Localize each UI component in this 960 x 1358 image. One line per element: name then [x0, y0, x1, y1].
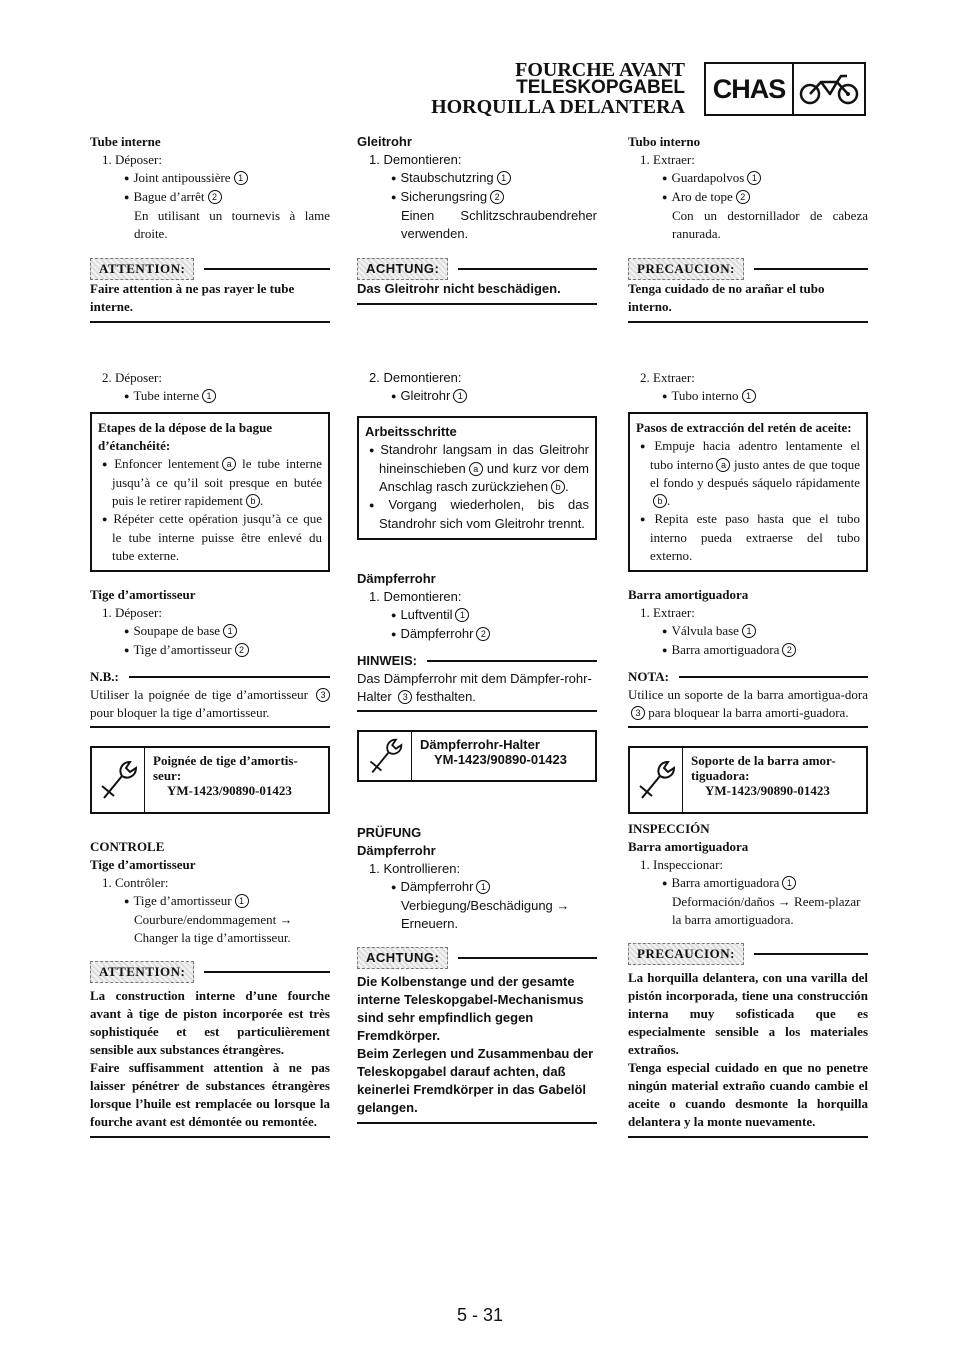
section-title: INSPECCIÓN	[628, 821, 710, 836]
warning-label: ATTENTION:	[90, 961, 194, 983]
column-fr	[90, 133, 330, 1138]
list-item: ● Tube interne 1	[90, 387, 330, 406]
step: 1. Inspeccionar:	[640, 857, 724, 872]
section-badge	[704, 62, 866, 116]
header-title-fr: FOURCHE AVANT	[515, 59, 685, 81]
note-header: N.B.:	[90, 668, 330, 686]
procedure-box	[90, 412, 330, 572]
warning-text: Faire attention à ne pas rayer le tube interne.	[90, 280, 330, 323]
box-title: Etapes de la dépose de la bague d’étanchéité:	[98, 420, 273, 453]
section-title: Tube interne	[90, 134, 161, 149]
section-title: PRÜFUNG	[357, 825, 422, 840]
procedure-box	[628, 412, 868, 572]
tool-code: YM-1423/90890-01423	[434, 752, 567, 767]
box-item: ● Repita este paso hasta que el tubo interno pueda extraerse del tubo externo.	[636, 510, 860, 565]
box-item: ● Enfoncer lentement a le tube interne jusqu’à ce qu’il soit presque en butée puis le retirer rapidement b .	[98, 455, 322, 510]
list-item: ● Tige d’amortisseur 2	[90, 641, 330, 660]
list-item: ● Gleitrohr 1	[357, 387, 597, 406]
list-item: ● Barra amortiguadora 2	[628, 641, 868, 660]
note-text: Utilice un soporte de la barra amortigua-dora 3 para bloquear la barra amorti-guadora.	[628, 686, 868, 728]
step: 1. Extraer:	[640, 605, 695, 620]
special-tool-box	[357, 730, 597, 782]
step: 1. Déposer:	[102, 152, 162, 167]
tool-name: Poignée de tige d’amortis-seur:	[153, 753, 298, 783]
step-note: Verbiegung/Beschädigung → Erneuern.	[401, 898, 570, 931]
warning-label: ATTENTION:	[90, 258, 194, 280]
special-tool-box	[90, 746, 330, 814]
list-item: ● Guardapolvos 1	[628, 169, 868, 188]
list-item: ● Joint antipoussière 1	[90, 169, 330, 188]
step-note: Deformación/daños → Reem-plazar la barra amortiguadora.	[672, 894, 861, 927]
box-item: ● Répéter cette opération jusqu’à ce que le tube interne puisse être enlevé du tube externe.	[98, 510, 322, 565]
list-item: ● Aro de tope 2	[628, 188, 868, 207]
note-header: HINWEIS:	[357, 652, 597, 670]
procedure-box	[357, 416, 597, 540]
section-title: Dämpferrohr	[357, 571, 436, 586]
warning-text: La construction interne d’une fourche avant à tige de piston incorporée est très sophistiquée et est particulièrement sensible aux substances étrangères. Faire suffisamment attention à ne pas laisser pénétrer de substances étrangères lorsque l’huile est remplacée ou lorsque la fourche avant est démontée ou remontée.	[90, 987, 330, 1138]
list-item: ● Staubschutzring 1	[357, 169, 597, 188]
step: 1. Déposer:	[102, 605, 162, 620]
header-title-es: HORQUILLA DELANTERA	[431, 96, 685, 118]
list-item: ● Soupape de base 1	[90, 622, 330, 641]
section-title: Tige d’amortisseur	[90, 587, 196, 602]
step-note: Einen Schlitzschraubendreher verwenden.	[401, 208, 597, 241]
note-text: Utiliser la poignée de tige d’amortisseur 3 pour bloquer la tige d’amortisseur.	[90, 686, 330, 728]
list-item: ● Barra amortiguadora 1	[628, 874, 868, 893]
section-subtitle: Dämpferrohr	[357, 843, 436, 858]
tool-name: Dämpferrohr-Halter	[420, 737, 540, 752]
special-tool-box	[628, 746, 868, 814]
list-item: ● Dämpferrohr 2	[357, 625, 597, 644]
section-title: Gleitrohr	[357, 134, 412, 149]
step: 1. Extraer:	[640, 152, 695, 167]
list-item: ● Tubo interno 1	[628, 387, 868, 406]
step: 2. Demontieren:	[369, 370, 462, 385]
section-label: CHAS	[706, 64, 794, 114]
motorcycle-icon	[794, 64, 864, 114]
step: 1. Contrôler:	[102, 875, 169, 890]
warning-text: La horquilla delantera, con una varilla del pistón incorporada, tiene una construcción interna muy sofisticada que es especialmente sensible a los materiales extraños. Tenga especial cuidado en que no penetre ningún material extraño cuando cambie el aceite o cuando desmonte la horquilla delantera y la monte nuevamente.	[628, 969, 868, 1138]
warning-text: Das Gleitrohr nicht beschädigen.	[357, 280, 597, 305]
warning-header	[357, 947, 597, 969]
warning-header	[628, 258, 868, 280]
tool-name: Soporte de la barra amor-tiguadora:	[691, 753, 836, 783]
note-header: NOTA:	[628, 668, 868, 686]
box-item: ● Empuje hacia adentro lentamente el tubo interno a justo antes de que toque el fondo y después sáquelo rápidamenteb .	[636, 437, 860, 510]
wrench-icon	[630, 748, 683, 812]
step: 2. Extraer:	[640, 370, 695, 385]
warning-header	[90, 961, 330, 983]
column-de	[357, 133, 597, 1124]
section-subtitle: Tige d’amortisseur	[90, 857, 196, 872]
step-note: Con un destornillador de cabeza ranurada.	[672, 208, 868, 241]
list-item: ● Sicherungsring 2	[357, 188, 597, 207]
box-title: Pasos de extracción del retén de aceite:	[636, 420, 852, 435]
warning-text: Tenga cuidado de no arañar el tubo interno.	[628, 280, 868, 323]
box-title: Arbeitsschritte	[365, 424, 457, 439]
note-text: Das Dämpferrohr mit dem Dämpfer-rohr-Halter 3 festhalten.	[357, 670, 597, 712]
box-item: ● Vorgang wiederholen, bis das Standrohr sich vom Gleitrohr trennt.	[365, 496, 589, 533]
list-item: ● Tige d’amortisseur 1	[90, 892, 330, 911]
warning-label: PRECAUCION:	[628, 943, 744, 965]
column-es	[628, 133, 868, 1138]
warning-label: PRECAUCION:	[628, 258, 744, 280]
warning-text: Die Kolbenstange und der gesamte interne Teleskopgabel-Mechanismus sind sehr empfindlich gegen Fremdkörper. Beim Zerlegen und Zusammenbau der Teleskopgabel darauf achten, daß keinerlei Fremdkörper in das Gabelöl gelangen.	[357, 973, 597, 1124]
section-title: Tubo interno	[628, 134, 701, 149]
list-item: ● Bague d’arrêt 2	[90, 188, 330, 207]
tool-code: YM-1423/90890-01423	[167, 783, 292, 798]
warning-header	[357, 258, 597, 280]
header-title-de: TELESKOPGABEL	[516, 77, 685, 98]
box-item: ● Standrohr langsam in das Gleitrohr hineinschieben a und kurz vor dem Anschlag rasch zurückziehen b .	[365, 441, 589, 496]
step: 2. Déposer:	[102, 370, 162, 385]
step-note: Courbure/endommagement → Changer la tige d’amortisseur.	[134, 912, 293, 945]
section-subtitle: Barra amortiguadora	[628, 839, 749, 854]
warning-header	[628, 943, 868, 965]
list-item: ● Válvula base 1	[628, 622, 868, 641]
warning-label: ACHTUNG:	[357, 947, 448, 969]
wrench-icon	[359, 732, 412, 780]
list-item: ● Dämpferrohr 1	[357, 878, 597, 897]
section-title: CONTROLE	[90, 839, 165, 854]
wrench-icon	[92, 748, 145, 812]
step: 1. Kontrollieren:	[369, 861, 461, 876]
tool-code: YM-1423/90890-01423	[705, 783, 830, 798]
warning-header	[90, 258, 330, 280]
page-number: 5 - 31	[456, 1305, 504, 1325]
section-title: Barra amortiguadora	[628, 587, 749, 602]
step: 1. Demontieren:	[369, 152, 462, 167]
step: 1. Demontieren:	[369, 589, 462, 604]
list-item: ● Luftventil 1	[357, 606, 597, 625]
warning-label: ACHTUNG:	[357, 258, 448, 280]
step-note: En utilisant un tournevis à lame droite.	[134, 208, 330, 241]
